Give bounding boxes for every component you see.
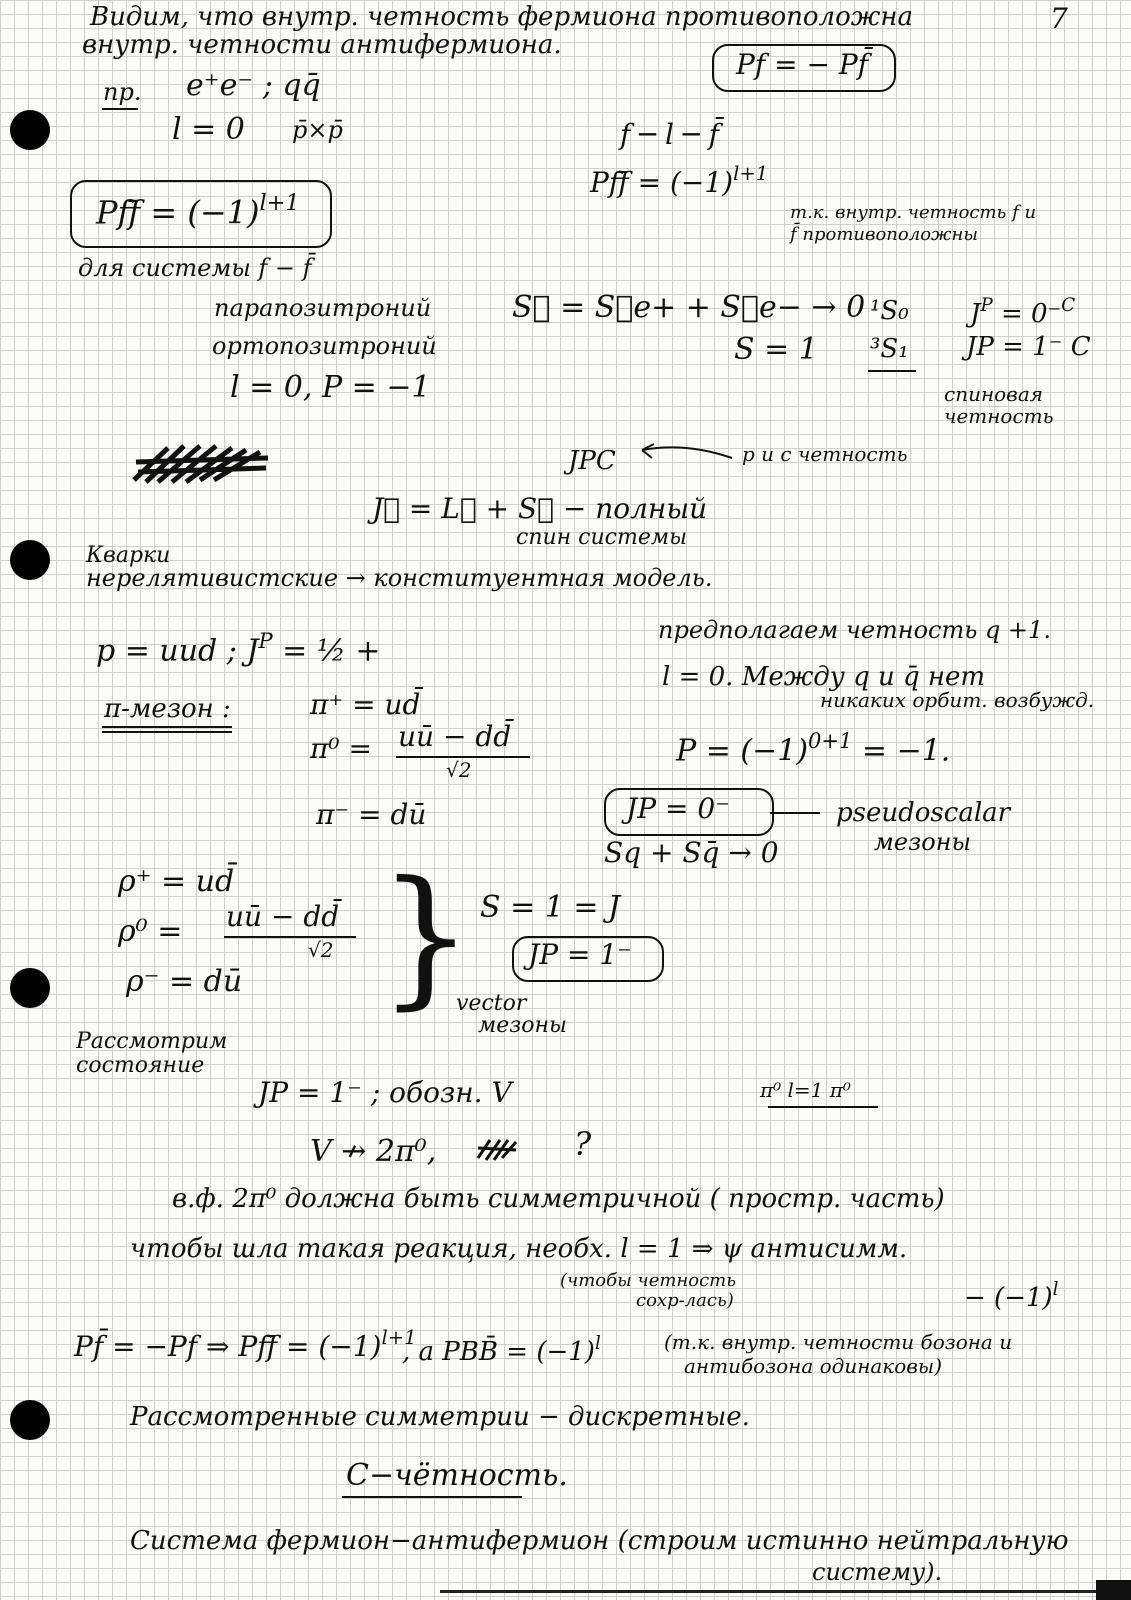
formula: ρ⁰ = xyxy=(118,914,183,949)
note-line: никаких орбит. возбужд. xyxy=(820,688,1095,712)
note-line: f̄ противоположны xyxy=(790,224,979,245)
formula: ρ⁺ = ud̄ xyxy=(118,864,235,899)
formula: ³S₁ xyxy=(870,334,909,364)
formula: JPC xyxy=(568,446,616,476)
formula: uū − dd̄ xyxy=(226,900,340,933)
formula: $P = (-1)^{0+1} = -1$. xyxy=(676,729,951,769)
note-line: Видим, что внутр. четность фермиона противоположна xyxy=(90,2,913,32)
binder-hole xyxy=(10,540,50,580)
section-title: C−чётность. xyxy=(346,1458,568,1493)
formula: Sq + Sq̄ → 0 xyxy=(604,836,779,869)
note-line: ортопозитроний xyxy=(212,332,437,360)
note-line: (чтобы четность xyxy=(560,1270,737,1291)
formula: π⁰ l=1 π⁰ xyxy=(760,1078,851,1102)
formula: V ↛ 2π⁰, xyxy=(310,1134,437,1169)
scribble-mark xyxy=(128,440,278,488)
underline xyxy=(102,726,232,728)
page-edge-line xyxy=(440,1590,1131,1593)
binder-hole xyxy=(10,110,50,150)
formula: Pf = − Pf̄ xyxy=(736,48,869,81)
note-line: в.ф. 2π⁰ должна быть симметричной ( простр. часть) xyxy=(172,1184,945,1214)
binder-hole xyxy=(10,1400,50,1440)
arrow xyxy=(636,440,736,464)
separation-line xyxy=(768,1106,878,1108)
underline xyxy=(868,370,916,372)
note-line: антибозона одинаковы) xyxy=(684,1354,943,1378)
note-line: спиновая xyxy=(944,382,1043,406)
formula: π⁰ = xyxy=(310,732,372,765)
formula: Pf̄ = −Pf ⇒ Pff̄ = $(-1)^{l+1}$ xyxy=(74,1326,417,1363)
formula: π⁻ = dū xyxy=(316,798,427,831)
formula: uū − dd̄ xyxy=(398,720,512,753)
page-corner-shadow xyxy=(1096,1580,1131,1600)
note-line: систему). xyxy=(812,1558,943,1586)
abbreviation: пр. xyxy=(103,78,142,106)
scribble-mark xyxy=(474,1134,520,1164)
formula: e⁺e⁻ ; qq̄ xyxy=(186,68,321,103)
formula: p = uud ; $J^P$ = ½ + xyxy=(96,629,381,669)
note-line: Рассмотрим xyxy=(76,1029,228,1054)
note-line: т.к. внутр. четность f и xyxy=(790,202,1037,223)
formula: Pff̄ = $(-1)^{l+1}$ xyxy=(96,190,300,232)
note-line: l = 0. Между q и q̄ нет xyxy=(662,662,986,692)
formula: p̄×p̄ xyxy=(292,116,343,144)
formula: − $(-1)^l$ xyxy=(964,1279,1059,1313)
formula: S = 1 xyxy=(734,332,818,367)
formula: JP = 1⁻ ; обозн. V xyxy=(258,1076,512,1109)
formula: J⃗ = L⃗ + S⃗ − полный xyxy=(372,492,708,525)
underline xyxy=(342,1496,522,1498)
formula: √2 xyxy=(308,938,334,962)
formula: ¹S₀ xyxy=(870,296,909,326)
formula: Pff̄ = $(-1)^{l+1}$ xyxy=(590,162,769,199)
formula: , а PBB̄ = $(-1)^l$ xyxy=(402,1333,601,1367)
note-line: pseudoscalar xyxy=(836,798,1011,828)
note-line: Кварки xyxy=(86,543,171,568)
note-line: vector xyxy=(456,991,527,1016)
formula: ρ⁻ = dū xyxy=(126,964,243,999)
note-line: чтобы шла такая реакция, необх. l = 1 ⇒ ψ антисимм. xyxy=(130,1234,908,1264)
note-line: внутр. четности антифермиона. xyxy=(82,30,562,60)
note-line: состояние xyxy=(76,1053,205,1078)
formula: JP = 1⁻ xyxy=(528,938,632,971)
note-line: π-мезон : xyxy=(104,694,231,724)
note-line: четность xyxy=(944,404,1054,428)
formula: √2 xyxy=(446,758,472,782)
note-line: парапозитроний xyxy=(214,294,432,322)
formula: S = 1 = J xyxy=(480,890,621,925)
note-line: для системы f − f̄ xyxy=(78,254,312,282)
formula: l = 0 xyxy=(172,112,245,147)
fraction-bar xyxy=(224,936,356,938)
formula: $J^P = 0^-^C$ xyxy=(970,295,1076,329)
underline xyxy=(102,108,138,110)
note-line: Система фермион−антифермион (строим истинно нейтральную xyxy=(130,1526,1069,1556)
page-number: 7 xyxy=(1050,2,1068,35)
note-line: мезоны xyxy=(874,828,971,856)
binder-hole xyxy=(10,968,50,1008)
note-line: сохр-лась) xyxy=(636,1290,734,1311)
formula: π⁺ = ud̄ xyxy=(310,688,421,721)
brace: } xyxy=(378,850,474,1024)
arrow xyxy=(770,812,820,814)
note-line: предполагаем четность q +1. xyxy=(658,616,1051,644)
note-line: мезоны xyxy=(478,1013,567,1038)
formula: JP = 1⁻ C xyxy=(966,332,1091,362)
note-line: p и c четность xyxy=(742,442,908,466)
formula: JP = 0⁻ xyxy=(626,792,730,825)
note-line: (т.к. внутр. четности бозона и xyxy=(664,1330,1013,1354)
note-line: Рассмотренные симметрии − дискретные. xyxy=(130,1402,750,1432)
formula: l = 0, P = −1 xyxy=(230,370,431,405)
formula: f ─ l ─ f̄ xyxy=(620,118,719,151)
formula: ? xyxy=(574,1125,592,1163)
note-line: нерелятивистские → конституентная модель. xyxy=(86,564,713,592)
underline xyxy=(102,731,232,733)
formula: S⃗ = S⃗e+ + S⃗e− → 0 xyxy=(512,290,866,325)
note-line: спин системы xyxy=(516,525,687,550)
